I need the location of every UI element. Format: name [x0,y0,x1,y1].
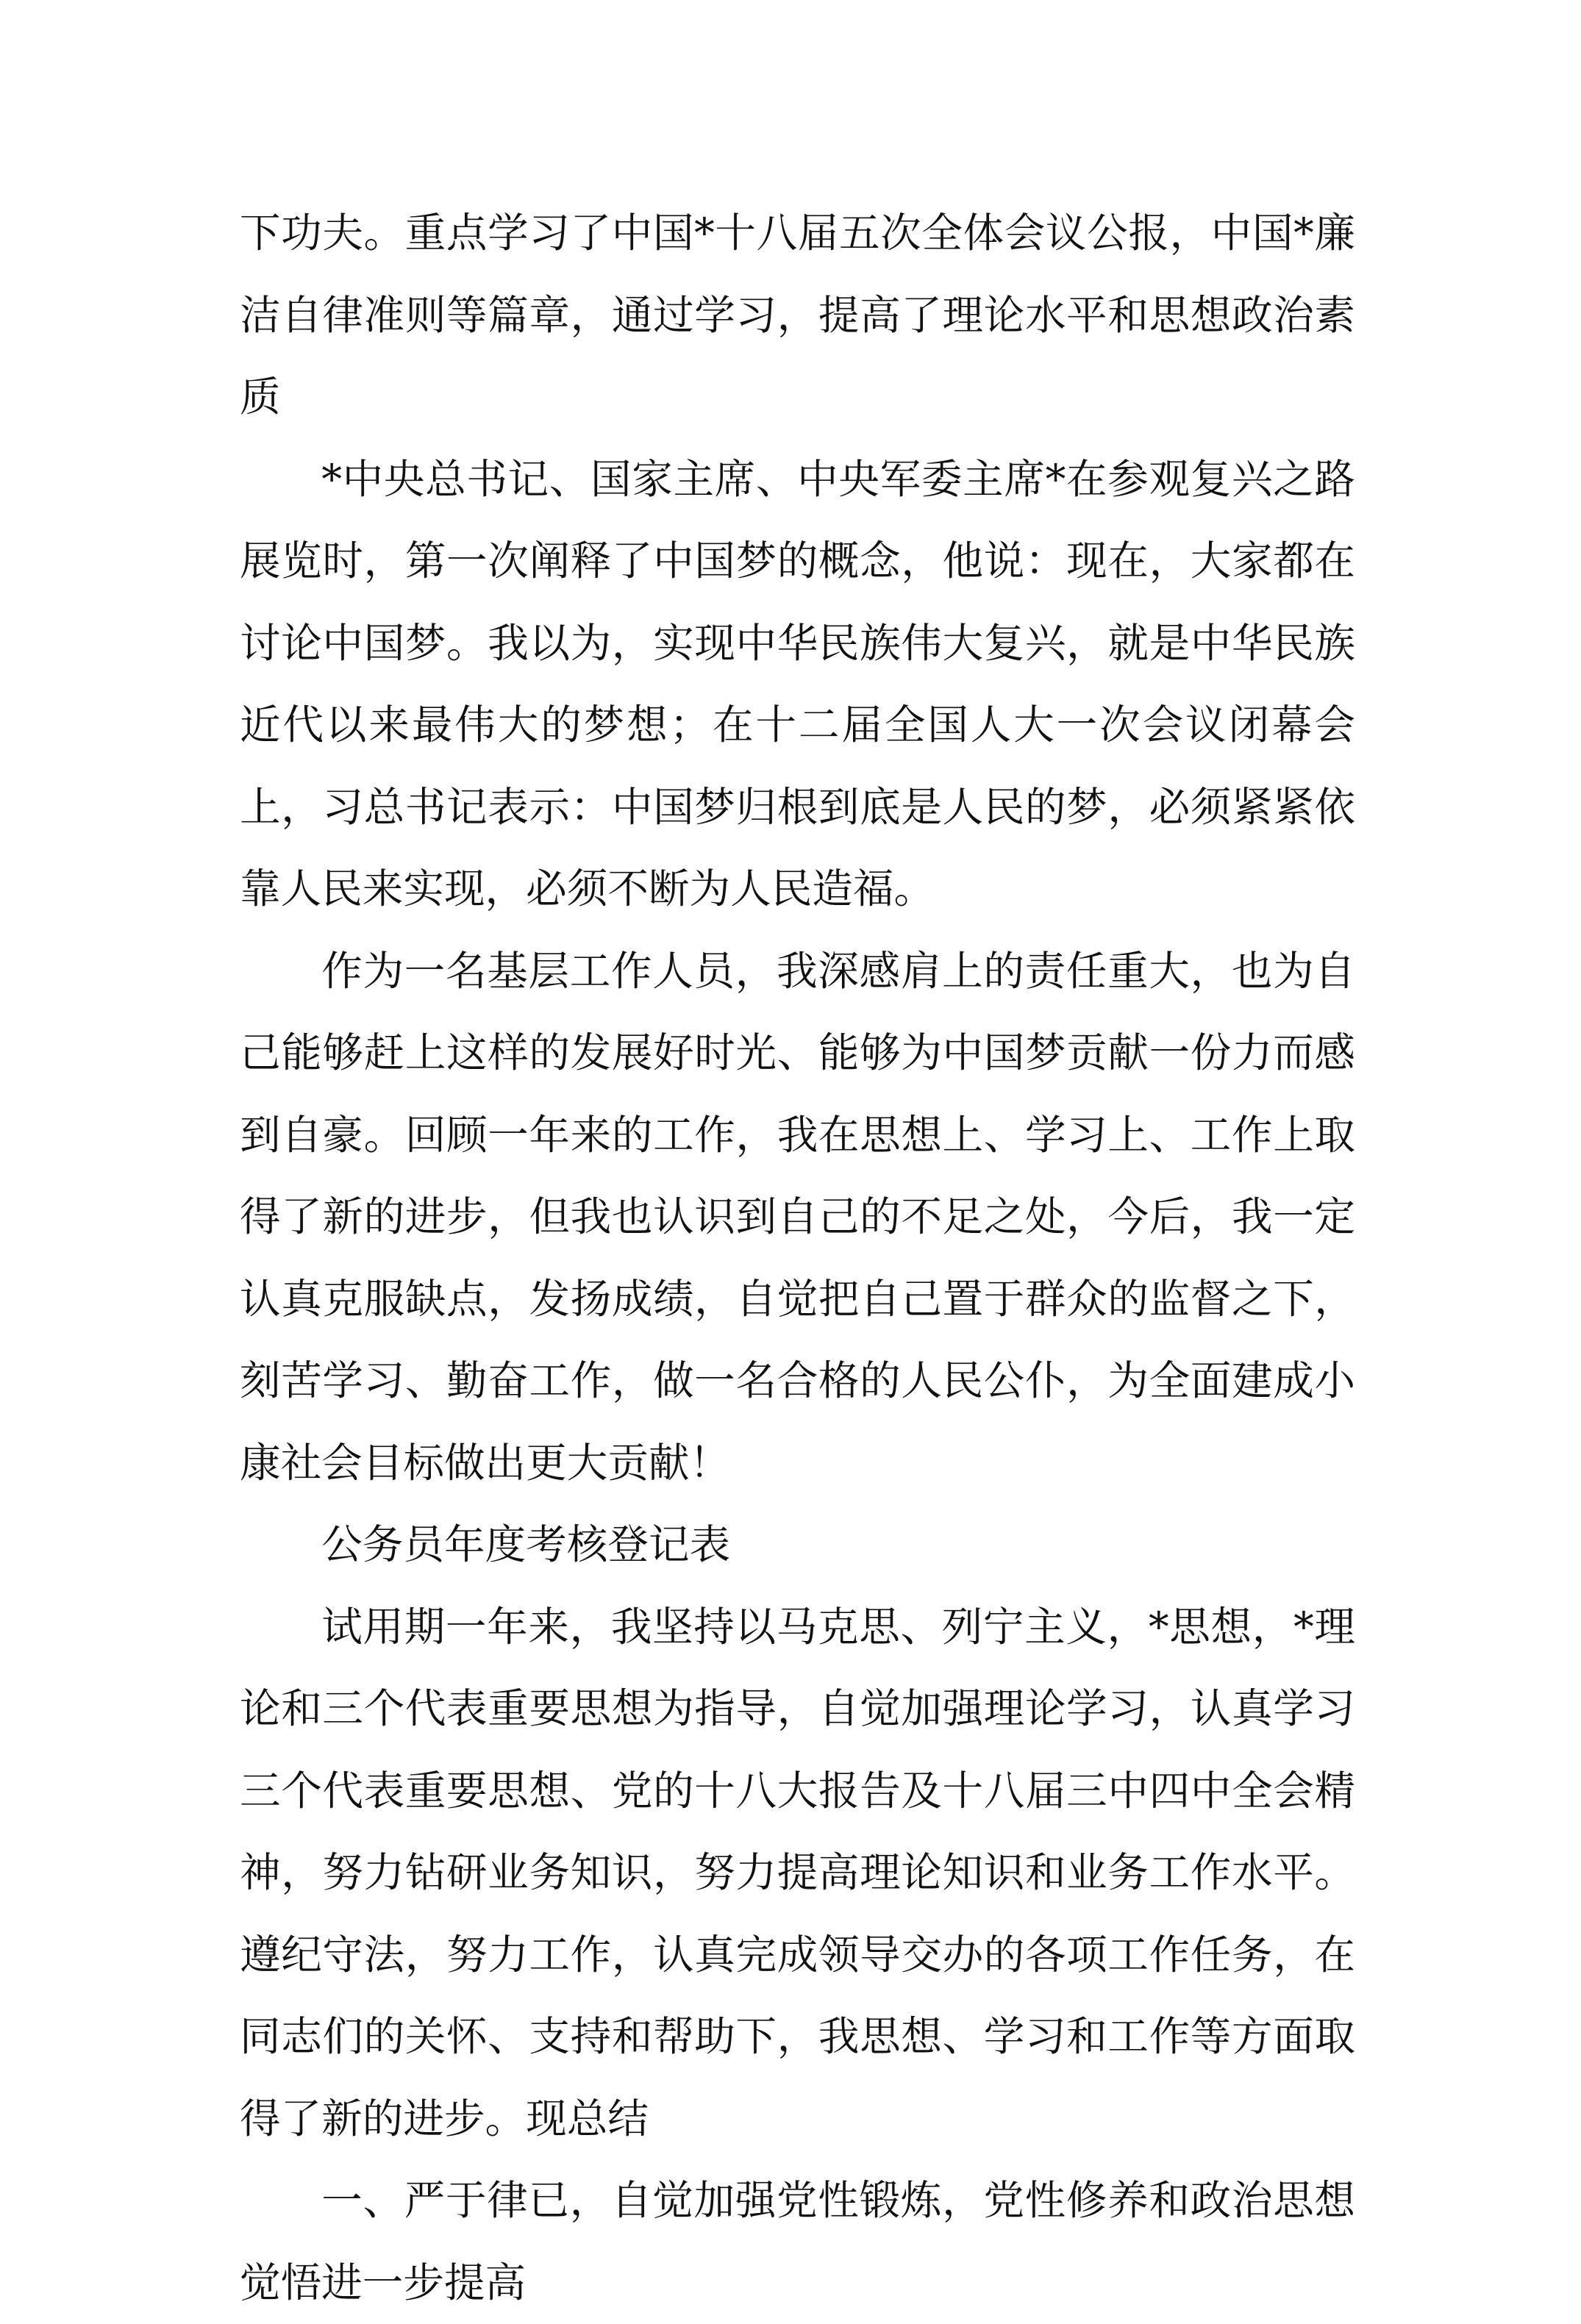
paragraph-3: 作为一名基层工作人员，我深感肩上的责任重大，也为自己能够赶上这样的发展好时光、能够为中国梦贡献一份力而感到自豪。回顾一年来的工作，我在思想上、学习上、工作上取得了新的进步，但我也认识到自己的不足之处，今后，我一定认真克服缺点，发扬成绩，自觉把自己置于群众的监督之下，刻苦学习、勤奋工作，做一名合格的人民公仆，为全面建成小康社会目标做出更大贡献！ [240,947,1355,1487]
document-body [240,193,1355,2324]
paragraph-6: 一、严于律已，自觉加强党性锻炼，党性修养和政治思想觉悟进一步提高 [240,2177,1355,2307]
paragraph-2: *中央总书记、国家主席、中央军委主席*在参观复兴之路展览时，第一次阐释了中国梦的概念，他说：现在，大家都在讨论中国梦。我以为，实现中华民族伟大复兴，就是中华民族近代以来最伟大的梦想；在十二届全国人大一次会议闭幕会上，习总书记表示：中国梦归根到底是人民的梦，必须紧紧依靠人民来实现，必须不断为人民造福。 [240,455,1355,913]
paragraph-5: 试用期一年来，我坚持以马克思、列宁主义，*思想，*理论和三个代表重要思想为指导，自觉加强理论学习，认真学习三个代表重要思想、党的十八大报告及十八届三中四中全会精神，努力钻研业务知识，努力提高理论知识和业务工作水平。遵纪守法，努力工作，认真完成领导交办的各项工作任务，在同志们的关怀、支持和帮助下，我思想、学习和工作等方面取得了新的进步。现总结 [240,1603,1355,2143]
section-heading: 公务员年度考核登记表 [321,1521,731,1569]
paragraph-1: 下功夫。重点学习了中国*十八届五次全体会议公报，中国*廉洁自律准则等篇章，通过学习，提高了理论水平和思想政治素质 [240,210,1355,421]
